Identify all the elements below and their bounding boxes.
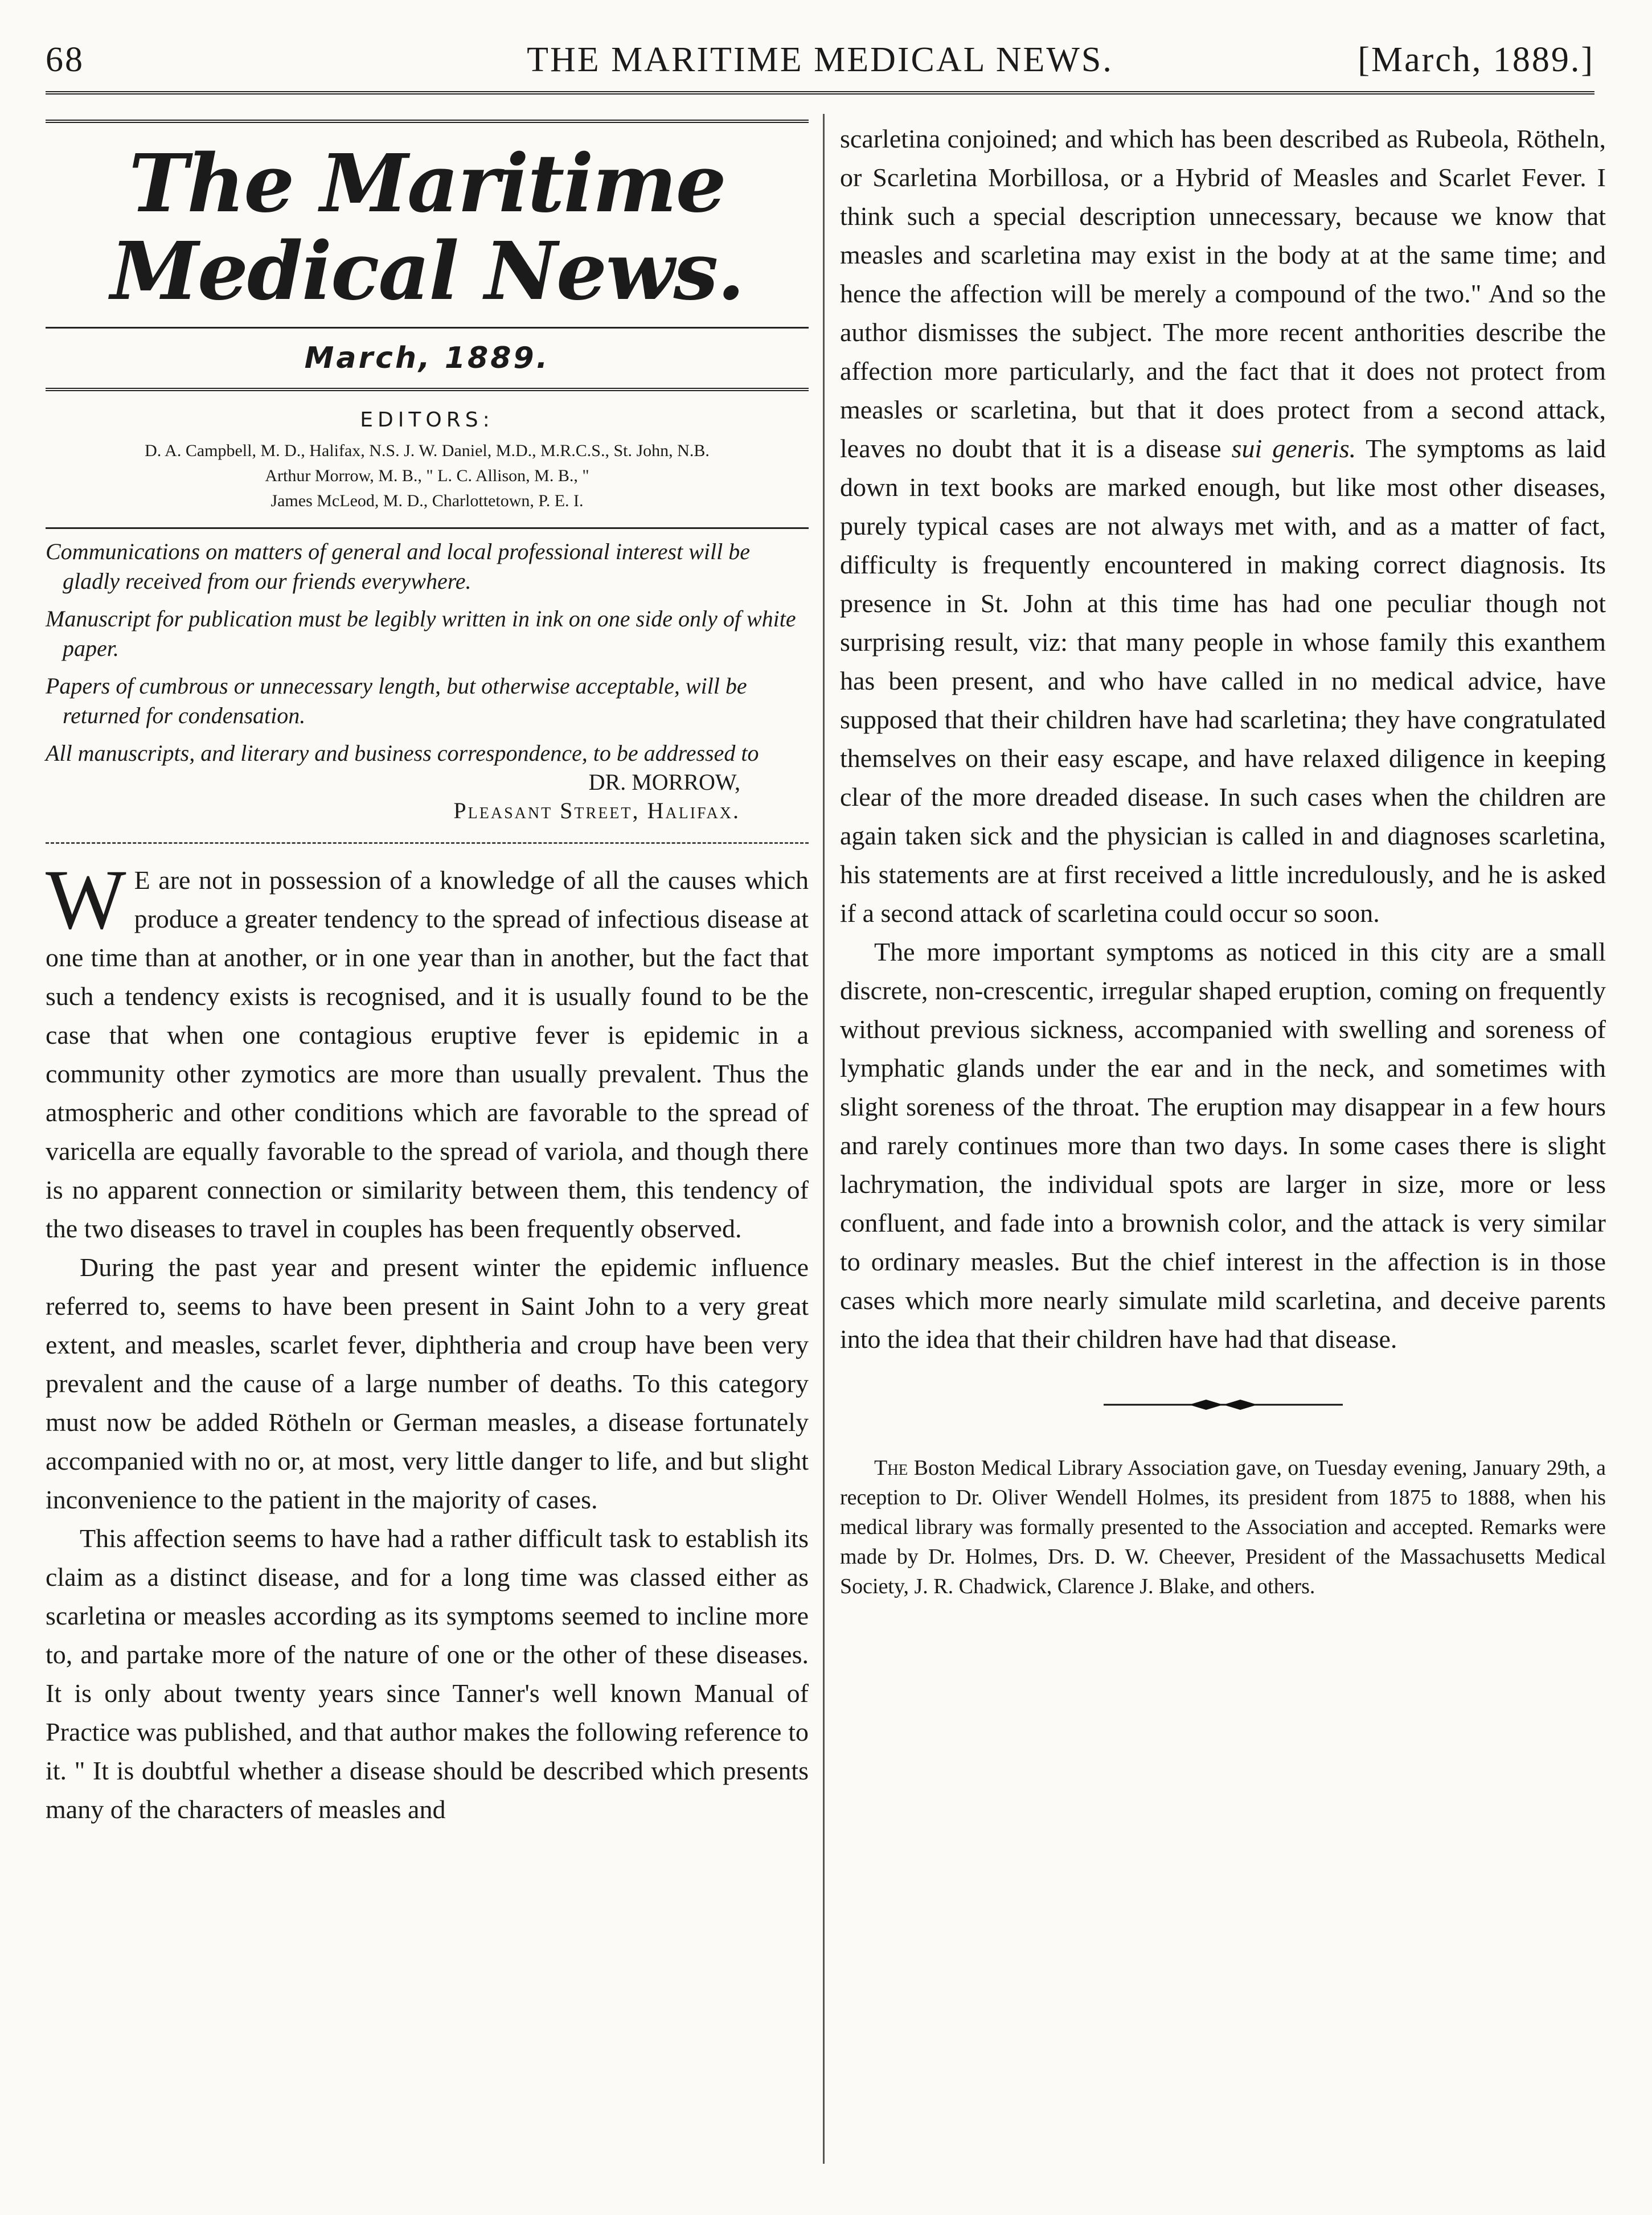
notice-communications: Communications on matters of general and local professional interest will be gladly received from our friends everywhere. [46,539,750,594]
editor-line: James McLeod, M. D., Charlottetown, P. E. I. [270,491,584,510]
date-rule [46,388,809,391]
editors-heading: EDITORS: [360,408,494,432]
article-paragraph-1: W E are not in possession of a knowledge of all the causes which produce a greater tendency to the spread of infectious disease at one time than at another, or in one year than in another, but the fact that such a tendency exists is recognised, and it is usually found to be the case that when one contagious eruptive fever is epidemic in a community other zymotics are more than usually prevalent. Thus the atmospheric and other conditions which are favorable to the spread of varicella are equally favorable to the spread of variola, and though there is no apparent connection or similarity between them, this tendency of the two diseases to travel in couples has been frequently observed. [46,852,809,1243]
ornament-divider [840,1393,1606,1419]
drop-cap: W [46,852,126,947]
masthead-top-rule [46,120,809,123]
article-paragraph-3-continued: scarletina conjoined; and which has been described as Rubeola, Rötheln, or Scarletina Morbillosa, or a Hybrid of Measles and Scarlet Fever. I think such a special description unnecessary, because we know that measles and scarletina may exist in the body at at the same time; and hence the affection will be merely a compound of the two." And so the author dismisses the subject. The more recent anthorities describe the affection more particularly, and the fact that it does not protect from measles or scarletina, but that it does protect from a second attack, leaves no doubt that it is a disease sui generis. The symptoms as laid down in text books are marked enough, but like most other diseases, purely typical cases are not always met with, and as a matter of fact, difficulty is frequently encountered in making correct diagnosis. Its presence in St. John at this time has had one peculiar though not surprising result, viz: that many people in whose family this exanthem has been present, and who have called in no medical advice, have supposed that their children have had scarletina; they have congratulated themselves on their easy escape, and have relaxed diligence in keeping clear of the more dreaded disease. In such cases when the children are again taken sick and the physician is called in and diagnoses scarletina, his statements are at first received a little incredulously, and he is asked if a second attack of scarletina could occur so soon. [840,124,1606,928]
running-head [46,40,1594,91]
masthead-date: March, 1889. [304,341,550,375]
issue-date-header: [March, 1889.] [1358,40,1594,79]
column-divider [823,114,825,2164]
masthead-rule [46,327,809,329]
editor-line: D. A. Campbell, M. D., Halifax, N.S. J. W. Daniel, M.D., M.R.C.S., St. John, N.B. [145,441,710,460]
left-column [46,120,809,1829]
notice-papers: Papers of cumbrous or unnecessary length, but otherwise acceptable, will be returned for condensation. [46,673,747,728]
page-number: 68 [46,40,84,79]
address-street: Pleasant Street, Halifax. [453,798,740,823]
masthead-title: The Maritime Medical News. [110,137,744,318]
address-block [46,768,809,825]
notice-correspondence: All manuscripts, and literary and business correspondence, to be addressed to [46,740,759,766]
notice-manuscript: Manuscript for publication must be legibly written in ink on one side only of white paper. [46,606,796,661]
header-rule [46,91,1594,95]
address-name: DR. MORROW, [588,769,740,795]
right-column [840,120,1606,1601]
journal-title: THE MARITIME MEDICAL NEWS. [527,40,1113,79]
article-paragraph-2: During the past year and present winter the epidemic influence referred to, seems to have been present in Saint John to a very great extent, and measles, scarlet fever, diphtheria and croup have been very prevalent and the cause of a large number of deaths. To this category must now be added Rötheln or German measles, a disease fortunately accompanied with no or, at most, very little danger to life, and but slight inconvenience to the patient in the majority of cases. [46,1253,809,1514]
editors-rule [46,527,809,529]
editor-line: Arthur Morrow, M. B., " L. C. Allison, M. B., " [265,466,589,485]
ornament-rule-icon [1104,1396,1343,1413]
article-separator [46,842,809,844]
article-paragraph-4: The more important symptoms as noticed in this city are a small discrete, non-crescentic, irregular shaped eruption, coming on frequently without previous sickness, accompanied with swelling and soreness of lymphatic glands under the ear and in the neck, and sometimes with slight soreness of the throat. The eruption may disappear in a few hours and rarely continues more than two days. In some cases there is slight lachrymation, the individual spots are larger in size, more or less confluent, and fade into a brownish color, and the attack is very similar to ordinary measles. But the chief interest in the affection is in those cases which more nearly simulate mild scarletina, and deceive parents into the idea that their children have had that disease. [840,937,1606,1353]
article-paragraph-3: This affection seems to have had a rather difficult task to establish its claim as a distinct disease, and for a long time was classed either as scarletina or measles according as its symptoms seemed to incline more to, and partake more of the nature of one or the other of these diseases. It is only about twenty years since Tanner's well known Manual of Practice was published, and that author makes the following reference to it. " It is doubtful whether a disease should be described which presents many of the characters of measles and [46,1524,809,1824]
news-note: The Boston Medical Library Association gave, on Tuesday evening, January 29th, a reception to Dr. Oliver Wendell Holmes, its president from 1875 to 1888, when his medical library was formally presented to the Association and accepted. Remarks were made by Dr. Holmes, Drs. D. W. Cheever, President of the Massachusetts Medical Society, J. R. Chadwick, Clarence J. Blake, and others. [840,1456,1606,1598]
